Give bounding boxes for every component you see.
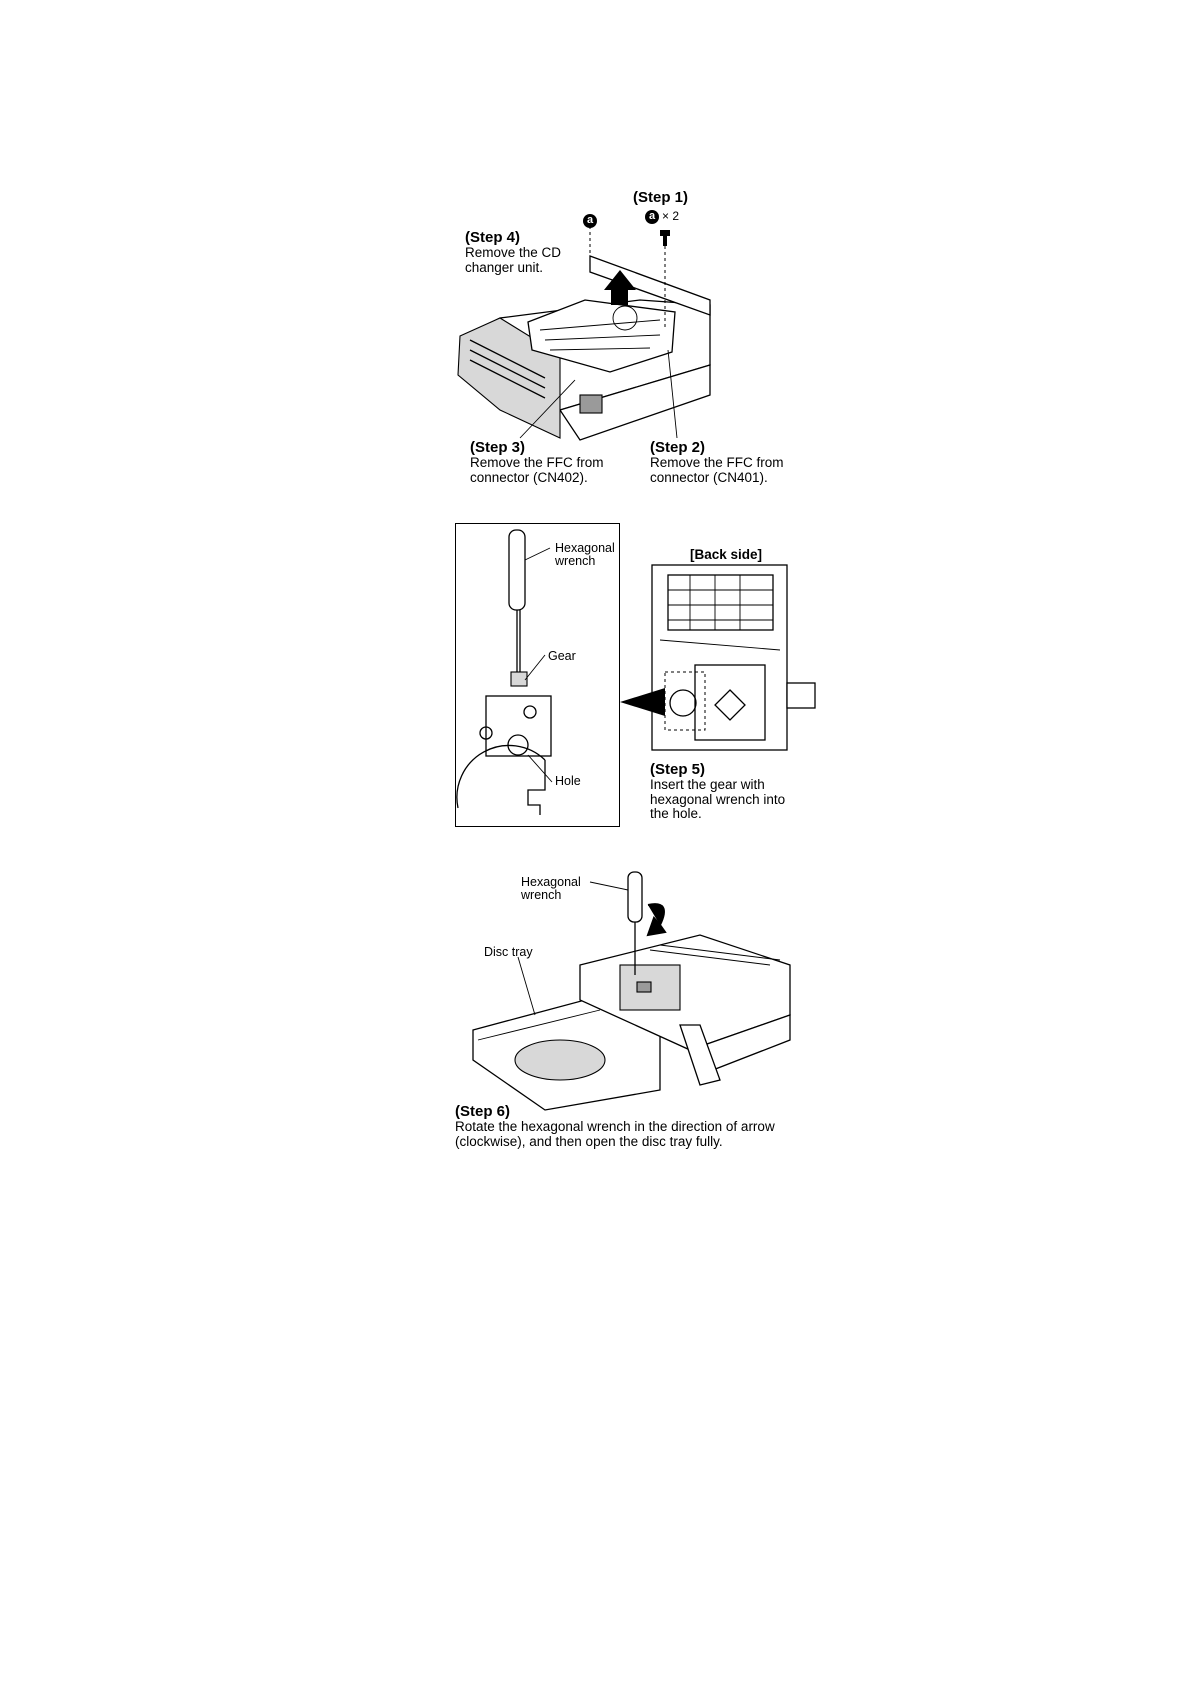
hexagonal-wrench-label: Hexagonal wrench	[555, 541, 615, 568]
step-1-title: (Step 1)	[633, 189, 689, 206]
step-4-title: (Step 4)	[465, 229, 521, 246]
hole-label: Hole	[555, 774, 581, 788]
screw-marker-a: a	[645, 210, 659, 224]
step-3-title: (Step 3)	[470, 439, 526, 456]
back-side-label: [Back side]	[690, 547, 763, 562]
gear-label: Gear	[548, 649, 576, 663]
step-6-text: Rotate the hexagonal wrench in the direction of arrow (clockwise), and then open the disc tray fully.	[455, 1119, 775, 1149]
step-5-title: (Step 5)	[650, 761, 706, 778]
step-3-text: Remove the FFC from connector (CN402).	[470, 455, 604, 485]
step-2-title: (Step 2)	[650, 439, 706, 456]
step-5-text: Insert the gear with hexagonal wrench into the hole.	[650, 777, 786, 821]
hexagonal-wrench-label: Hexagonal wrench	[521, 875, 581, 902]
step-6-title: (Step 6)	[455, 1103, 511, 1120]
screw-count: × 2	[662, 209, 680, 223]
screw-hole-marker-a: a	[583, 214, 597, 228]
step-2-text: Remove the FFC from connector (CN401).	[650, 455, 784, 485]
disc-tray-label: Disc tray	[484, 945, 533, 959]
step-6-callout	[455, 1104, 775, 1149]
step-4-text: Remove the CD changer unit.	[465, 245, 562, 275]
